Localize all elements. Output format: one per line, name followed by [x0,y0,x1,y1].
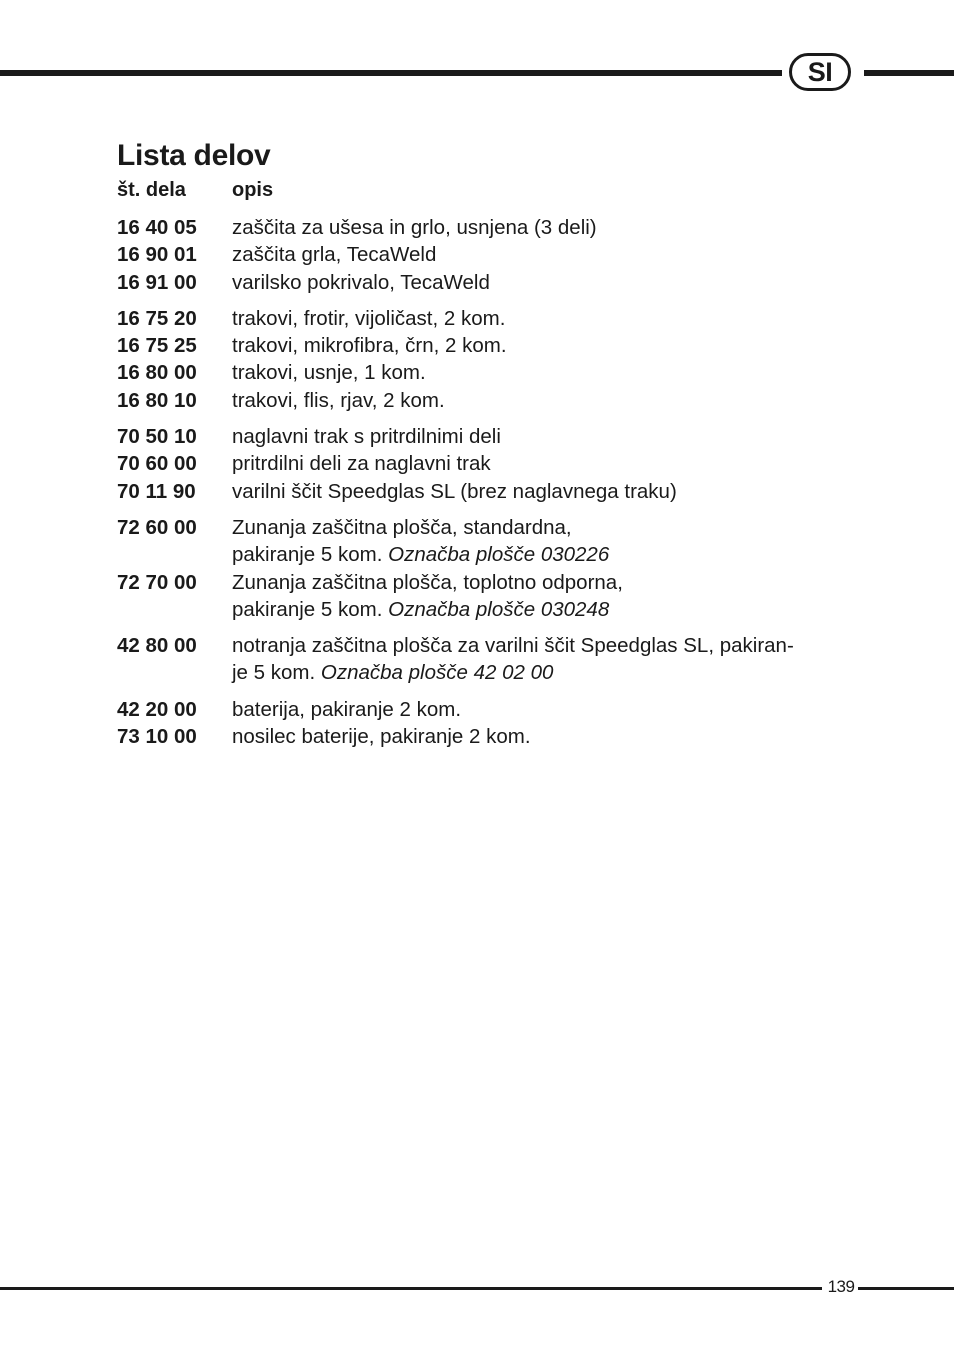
part-description [232,241,867,268]
part-description-line [232,541,867,568]
part-number: 42 80 00 [117,634,197,658]
part-description [232,569,867,624]
part-row [117,569,867,624]
part-description-line [232,450,867,477]
part-number: 16 80 00 [117,361,197,385]
part-description [232,632,867,687]
part-description [232,478,867,505]
part-row [117,423,867,450]
part-number: 16 40 05 [117,216,197,239]
part-description-text: notranja zaščitna plošča za varilni ščit Speedglas SL, pakiran- [232,634,794,658]
part-row [117,696,867,723]
plate-marking: Označba plošče 030226 [388,543,610,567]
part-description [232,332,867,359]
part-description-text: trakovi, usnje, 1 kom. [232,361,426,385]
part-number: 72 60 00 [117,515,197,539]
part-description [232,723,867,750]
part-description [232,387,867,414]
part-row [117,632,867,687]
part-description-text: naglavni trak s pritrdilnimi deli [232,425,501,449]
top-rule [0,70,782,76]
part-number: 70 11 90 [117,479,196,503]
part-row [117,723,867,750]
part-number: 16 90 01 [117,243,197,267]
part-description-line [232,478,867,505]
part-description-text: je 5 kom. [232,661,316,685]
part-row [117,514,867,569]
part-description-line [232,423,867,450]
part-number: 16 75 25 [117,334,197,358]
part-description-text: pritrdilni deli za naglavni trak [232,452,491,476]
part-description [232,269,867,296]
part-number: 70 60 00 [117,452,197,476]
plate-marking: Označba plošče 030248 [388,597,610,621]
part-description-line [232,305,867,332]
part-row [117,269,867,296]
part-number: 72 70 00 [117,570,197,594]
bottom-rule [0,1287,822,1290]
plate-marking: Označba plošče 42 02 00 [320,661,554,685]
part-row [117,241,867,268]
parts-group [117,305,867,414]
page-title: Lista delov [117,139,271,172]
part-description [232,305,867,332]
part-description-text: varilni ščit Speedglas SL (brez naglavnega traku) [232,479,677,503]
part-description-line [232,241,867,268]
part-description [232,359,867,386]
part-description-line [232,596,867,623]
part-row [117,359,867,386]
part-description-text: baterija, pakiranje 2 kom. [232,697,462,721]
part-number: 73 10 00 [117,725,197,749]
part-description-line [232,214,867,241]
column-header-number: št. dela [117,179,186,201]
part-description-text: trakovi, mikrofibra, črn, 2 kom. [232,334,507,358]
part-number: 70 50 10 [117,425,197,449]
part-number: 16 80 10 [117,388,197,412]
part-description-line [232,696,867,723]
part-description-line [232,632,867,659]
part-description-line [232,569,867,596]
part-description [232,450,867,477]
part-description-text: zaščita za ušesa in grlo, usnjena (3 deli) [232,216,597,239]
part-description-text: zaščita grla, TecaWeld [232,243,437,267]
part-description-text: trakovi, frotir, vijoličast, 2 kom. [232,306,506,330]
parts-group [117,214,867,296]
top-rule-right [864,70,954,76]
part-description-line [232,514,867,541]
part-description-line [232,659,867,686]
part-number: 42 20 00 [117,697,197,721]
language-badge: SI [789,53,851,91]
part-row [117,450,867,477]
part-row [117,214,867,241]
parts-group [117,423,867,505]
part-description-text: pakiranje 5 kom. [232,543,383,567]
part-description-line [232,269,867,296]
part-description [232,514,867,569]
part-description-text: Zunanja zaščitna plošča, toplotno odporna, [232,570,623,594]
parts-list [117,214,867,759]
part-description [232,696,867,723]
part-description-line [232,387,867,414]
part-description-text: trakovi, flis, rjav, 2 kom. [232,388,445,412]
bottom-rule-right [858,1287,954,1290]
part-description-text: pakiranje 5 kom. [232,597,383,621]
page-number: 139 [827,1277,855,1296]
part-description-text: Zunanja zaščitna plošča, standardna, [232,515,572,539]
part-description-line [232,359,867,386]
part-number: 16 91 00 [117,270,197,294]
column-header-description: opis [232,179,274,201]
part-row [117,305,867,332]
parts-group [117,696,867,751]
part-description-text: nosilec baterije, pakiranje 2 kom. [232,725,531,749]
part-description-line [232,723,867,750]
part-number: 16 75 20 [117,306,197,330]
part-description-text: varilsko pokrivalo, TecaWeld [232,270,490,294]
part-row [117,387,867,414]
parts-group [117,632,867,687]
part-row [117,478,867,505]
part-description-line [232,332,867,359]
part-row [117,332,867,359]
parts-group [117,514,867,623]
part-description [232,423,867,450]
part-description [232,214,867,241]
